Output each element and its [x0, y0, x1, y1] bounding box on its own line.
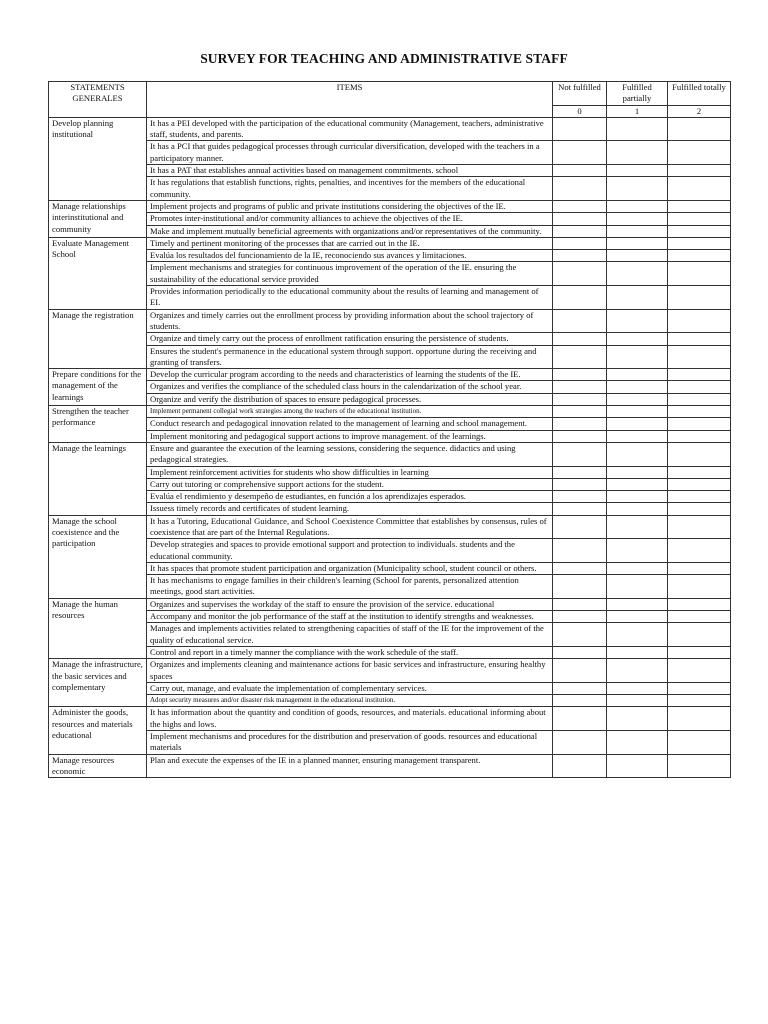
statement-cell: Manage the infrastructure, the basic services and complementary	[49, 659, 147, 707]
fulfilled-totally-cell[interactable]	[668, 575, 731, 599]
fulfilled-partially-cell[interactable]	[607, 237, 668, 249]
not-fulfilled-cell[interactable]	[553, 406, 607, 418]
fulfilled-partially-cell[interactable]	[607, 611, 668, 623]
item-cell: Accompany and monitor the job performance of the staff at the institution to identify strengths and weaknesses.	[147, 611, 553, 623]
not-fulfilled-cell[interactable]	[553, 623, 607, 647]
item-cell: Ensure and guarantee the execution of the learning sessions, considering the sequence. didactics and using pedagogical strategies.	[147, 442, 553, 466]
not-fulfilled-cell[interactable]	[553, 418, 607, 430]
fulfilled-totally-cell[interactable]	[668, 418, 731, 430]
fulfilled-totally-cell[interactable]	[668, 515, 731, 539]
table-row	[49, 393, 731, 405]
fulfilled-totally-cell[interactable]	[668, 393, 731, 405]
not-fulfilled-cell[interactable]	[553, 731, 607, 755]
table-row	[49, 369, 731, 381]
item-cell: Promotes inter-institutional and/or community alliances to achieve the objectives of the IE.	[147, 213, 553, 225]
not-fulfilled-cell[interactable]	[553, 707, 607, 731]
fulfilled-totally-cell[interactable]	[668, 177, 731, 201]
item-cell: Develop strategies and spaces to provide emotional support and protection to individuals. students and the educational community.	[147, 539, 553, 563]
item-cell: Organize and timely carry out the process of enrollment ratification ensuring the persistence of students.	[147, 333, 553, 345]
fulfilled-totally-cell[interactable]	[668, 117, 731, 141]
fulfilled-totally-cell[interactable]	[668, 682, 731, 694]
fulfilled-partially-cell[interactable]	[607, 393, 668, 405]
fulfilled-totally-cell[interactable]	[668, 333, 731, 345]
fulfilled-partially-cell[interactable]	[607, 286, 668, 310]
fulfilled-partially-cell[interactable]	[607, 598, 668, 610]
item-cell: Implement monitoring and pedagogical support actions to improve management. of the learnings.	[147, 430, 553, 442]
item-cell: Carry out, manage, and evaluate the implementation of complementary services.	[147, 682, 553, 694]
table-row	[49, 333, 731, 345]
item-cell: It has a PCI that guides pedagogical processes through curricular diversification, developed with the teachers in a participatory manner.	[147, 141, 553, 165]
table-row	[49, 491, 731, 503]
fulfilled-totally-cell[interactable]	[668, 611, 731, 623]
fulfilled-totally-cell[interactable]	[668, 478, 731, 490]
fulfilled-totally-cell[interactable]	[668, 598, 731, 610]
item-cell: Ensures the student's permanence in the educational system through support. opportune during the receiving and granting of transfers.	[147, 345, 553, 369]
not-fulfilled-cell[interactable]	[553, 442, 607, 466]
table-row	[49, 478, 731, 490]
item-cell: Organize and verify the distribution of spaces to ensure pedagogical processes.	[147, 393, 553, 405]
item-cell: Implement mechanisms and procedures for the distribution and preservation of goods. resources and educational materials	[147, 731, 553, 755]
fulfilled-totally-cell[interactable]	[668, 503, 731, 515]
statement-cell: Manage the learnings	[49, 442, 147, 515]
item-cell: Organizes and timely carries out the enrollment process by providing information about the school trajectory of students.	[147, 309, 553, 333]
fulfilled-partially-cell[interactable]	[607, 575, 668, 599]
fulfilled-partially-cell[interactable]	[607, 369, 668, 381]
not-fulfilled-cell[interactable]	[553, 200, 607, 212]
fulfilled-partially-cell[interactable]	[607, 250, 668, 262]
not-fulfilled-cell[interactable]	[553, 503, 607, 515]
item-cell: It has a Tutoring, Educational Guidance, and School Coexistence Committee that establishes by consensus, rules of coexistence that are part of the Internal Regulations.	[147, 515, 553, 539]
item-cell: Timely and pertinent monitoring of the processes that are carried out in the IE.	[147, 237, 553, 249]
item-cell: It has a PEI developed with the participation of the educational community (Management, teachers, administrative staff, students, and parents.	[147, 117, 553, 141]
fulfilled-partially-cell[interactable]	[607, 478, 668, 490]
item-cell: It has regulations that establish functions, rights, penalties, and incentives for the members of the educational community.	[147, 177, 553, 201]
table-body	[49, 117, 731, 777]
item-cell: Plan and execute the expenses of the IE in a planned manner, ensuring management transparent.	[147, 754, 553, 778]
fulfilled-totally-cell[interactable]	[668, 225, 731, 237]
not-fulfilled-cell[interactable]	[553, 478, 607, 490]
item-cell: It has spaces that promote student participation and organization (Municipality school, student council or others.	[147, 562, 553, 574]
table-row	[49, 237, 731, 249]
fulfilled-totally-cell[interactable]	[668, 466, 731, 478]
table-row	[49, 731, 731, 755]
not-fulfilled-cell[interactable]	[553, 539, 607, 563]
fulfilled-totally-header: Fulfilled totally	[668, 82, 731, 106]
item-cell: Adopt security measures and/or disaster risk management in the educational institution.	[147, 695, 553, 707]
table-row	[49, 707, 731, 731]
not-fulfilled-cell[interactable]	[553, 286, 607, 310]
fulfilled-partially-cell[interactable]	[607, 695, 668, 707]
statement-cell: Prepare conditions for the management of the learnings	[49, 369, 147, 406]
table-row	[49, 262, 731, 286]
fulfilled-totally-cell[interactable]	[668, 262, 731, 286]
table-row	[49, 539, 731, 563]
fulfilled-partially-cell[interactable]	[607, 754, 668, 778]
fulfilled-partially-cell[interactable]	[607, 539, 668, 563]
fulfilled-totally-cell[interactable]	[668, 646, 731, 658]
item-cell: Conduct research and pedagogical innovation related to the management of learning and school management.	[147, 418, 553, 430]
fulfilled-partially-cell[interactable]	[607, 345, 668, 369]
not-fulfilled-cell[interactable]	[553, 575, 607, 599]
not-fulfilled-cell[interactable]	[553, 466, 607, 478]
score-0-header: 0	[553, 105, 607, 117]
fulfilled-partially-cell[interactable]	[607, 731, 668, 755]
statement-cell: Manage the human resources	[49, 598, 147, 658]
fulfilled-totally-cell[interactable]	[668, 200, 731, 212]
fulfilled-partially-cell[interactable]	[607, 659, 668, 683]
item-cell: It has information about the quantity and condition of goods, resources, and materials. educational informing about the highs and lows.	[147, 707, 553, 731]
table-row	[49, 430, 731, 442]
table-row	[49, 117, 731, 141]
fulfilled-totally-cell[interactable]	[668, 562, 731, 574]
item-cell: Organizes and verifies the compliance of the scheduled class hours in the calendarization of the school year.	[147, 381, 553, 393]
not-fulfilled-cell[interactable]	[553, 262, 607, 286]
not-fulfilled-cell[interactable]	[553, 309, 607, 333]
statement-cell: Manage resources economic	[49, 754, 147, 778]
fulfilled-partially-cell[interactable]	[607, 418, 668, 430]
fulfilled-totally-cell[interactable]	[668, 695, 731, 707]
not-fulfilled-cell[interactable]	[553, 345, 607, 369]
fulfilled-totally-cell[interactable]	[668, 141, 731, 165]
score-1-header: 1	[607, 105, 668, 117]
fulfilled-partially-cell[interactable]	[607, 515, 668, 539]
fulfilled-partially-cell[interactable]	[607, 442, 668, 466]
not-fulfilled-cell[interactable]	[553, 165, 607, 177]
statement-cell: Strengthen the teacher performance	[49, 406, 147, 443]
fulfilled-totally-cell[interactable]	[668, 731, 731, 755]
table-row	[49, 575, 731, 599]
page-title: SURVEY FOR TEACHING AND ADMINISTRATIVE STAFF	[200, 51, 568, 66]
table-row	[49, 515, 731, 539]
fulfilled-totally-cell[interactable]	[668, 345, 731, 369]
fulfilled-totally-cell[interactable]	[668, 381, 731, 393]
not-fulfilled-cell[interactable]	[553, 117, 607, 141]
not-fulfilled-cell[interactable]	[553, 598, 607, 610]
survey-table	[48, 81, 731, 778]
not-fulfilled-header: Not fulfilled	[553, 82, 607, 106]
not-fulfilled-cell[interactable]	[553, 754, 607, 778]
not-fulfilled-cell[interactable]	[553, 369, 607, 381]
not-fulfilled-cell[interactable]	[553, 430, 607, 442]
fulfilled-partially-cell[interactable]	[607, 646, 668, 658]
not-fulfilled-cell[interactable]	[553, 515, 607, 539]
statement-cell: Manage relationships interinstitutional and community	[49, 200, 147, 237]
table-row	[49, 611, 731, 623]
not-fulfilled-cell[interactable]	[553, 250, 607, 262]
score-2-header: 2	[668, 105, 731, 117]
fulfilled-partially-cell[interactable]	[607, 562, 668, 574]
statement-cell: Administer the goods, resources and materials educational	[49, 707, 147, 754]
not-fulfilled-cell[interactable]	[553, 225, 607, 237]
fulfilled-totally-cell[interactable]	[668, 442, 731, 466]
fulfilled-partially-cell[interactable]	[607, 165, 668, 177]
table-row	[49, 442, 731, 466]
fulfilled-totally-cell[interactable]	[668, 406, 731, 418]
statement-cell: Develop planning institutional	[49, 117, 147, 200]
table-row	[49, 466, 731, 478]
fulfilled-totally-cell[interactable]	[668, 165, 731, 177]
fulfilled-partially-cell[interactable]	[607, 466, 668, 478]
table-row	[49, 659, 731, 683]
fulfilled-totally-cell[interactable]	[668, 539, 731, 563]
fulfilled-partially-cell[interactable]	[607, 225, 668, 237]
table-row	[49, 250, 731, 262]
table-row	[49, 200, 731, 212]
fulfilled-totally-cell[interactable]	[668, 250, 731, 262]
table-row	[49, 345, 731, 369]
not-fulfilled-cell[interactable]	[553, 646, 607, 658]
table-row	[49, 165, 731, 177]
table-row	[49, 754, 731, 778]
not-fulfilled-cell[interactable]	[553, 491, 607, 503]
item-cell: Evalúa los resultados del funcionamiento de la IE, reconociendo sus avances y limitaciones.	[147, 250, 553, 262]
fulfilled-partially-cell[interactable]	[607, 177, 668, 201]
fulfilled-partially-cell[interactable]	[607, 200, 668, 212]
fulfilled-partially-cell[interactable]	[607, 623, 668, 647]
fulfilled-totally-cell[interactable]	[668, 754, 731, 778]
fulfilled-partially-cell[interactable]	[607, 213, 668, 225]
not-fulfilled-cell[interactable]	[553, 237, 607, 249]
table-row	[49, 141, 731, 165]
fulfilled-totally-cell[interactable]	[668, 286, 731, 310]
item-cell: Organizes and implements cleaning and maintenance actions for basic services and infrastructure, ensuring healthy spaces	[147, 659, 553, 683]
table-row	[49, 695, 731, 707]
fulfilled-totally-cell[interactable]	[668, 707, 731, 731]
statement-cell: Evaluate Management School	[49, 237, 147, 309]
item-cell: Provides information periodically to the educational community about the results of learning and management of EI.	[147, 286, 553, 310]
fulfilled-totally-cell[interactable]	[668, 369, 731, 381]
table-row	[49, 418, 731, 430]
table-row	[49, 177, 731, 201]
not-fulfilled-cell[interactable]	[553, 611, 607, 623]
not-fulfilled-cell[interactable]	[553, 141, 607, 165]
not-fulfilled-cell[interactable]	[553, 682, 607, 694]
item-cell: Organizes and supervises the workday of the staff to ensure the provision of the service. educational	[147, 598, 553, 610]
fulfilled-totally-cell[interactable]	[668, 237, 731, 249]
item-cell: It has mechanisms to engage families in their children's learning (School for parents, personalized attention meetings, good start activities.	[147, 575, 553, 599]
table-row	[49, 646, 731, 658]
table-row	[49, 286, 731, 310]
table-row	[49, 598, 731, 610]
item-cell: Implement mechanisms and strategies for continuous improvement of the operation of the IE. ensuring the sustainability of the educational service provided	[147, 262, 553, 286]
item-cell: Implement projects and programs of public and private institutions considering the objectives of the IE.	[147, 200, 553, 212]
fulfilled-partially-cell[interactable]	[607, 682, 668, 694]
not-fulfilled-cell[interactable]	[553, 393, 607, 405]
fulfilled-partially-cell[interactable]	[607, 141, 668, 165]
fulfilled-partially-cell[interactable]	[607, 333, 668, 345]
fulfilled-totally-cell[interactable]	[668, 659, 731, 683]
fulfilled-partially-cell[interactable]	[607, 262, 668, 286]
fulfilled-partially-cell[interactable]	[607, 406, 668, 418]
item-cell: Make and implement mutually beneficial agreements with organizations and/or representatives of the community.	[147, 225, 553, 237]
fulfilled-totally-cell[interactable]	[668, 430, 731, 442]
items-header: ITEMS	[147, 82, 553, 118]
item-cell: Issuess timely records and certificates of student learning.	[147, 503, 553, 515]
fulfilled-partially-cell[interactable]	[607, 430, 668, 442]
item-cell: Manages and implements activities related to strengthening capacities of staff of the IE for the improvement of the quality of educational service.	[147, 623, 553, 647]
table-header	[49, 82, 731, 118]
table-row	[49, 562, 731, 574]
item-cell: Develop the curricular program according to the needs and characteristics of learning the students of the IE.	[147, 369, 553, 381]
fulfilled-partially-cell[interactable]	[607, 707, 668, 731]
not-fulfilled-cell[interactable]	[553, 213, 607, 225]
fulfilled-totally-cell[interactable]	[668, 213, 731, 225]
fulfilled-partially-cell[interactable]	[607, 503, 668, 515]
not-fulfilled-cell[interactable]	[553, 695, 607, 707]
fulfilled-partially-cell[interactable]	[607, 309, 668, 333]
table-row	[49, 406, 731, 418]
table-row	[49, 213, 731, 225]
table-row	[49, 623, 731, 647]
not-fulfilled-cell[interactable]	[553, 333, 607, 345]
statements-header: STATEMENTS GENERALES	[49, 82, 147, 118]
fulfilled-totally-cell[interactable]	[668, 623, 731, 647]
item-cell: It has a PAT that establishes annual activities based on management commitments. school	[147, 165, 553, 177]
fulfilled-partially-cell[interactable]	[607, 491, 668, 503]
not-fulfilled-cell[interactable]	[553, 659, 607, 683]
item-cell: Control and report in a timely manner the compliance with the work schedule of the staff.	[147, 646, 553, 658]
not-fulfilled-cell[interactable]	[553, 177, 607, 201]
fulfilled-partially-cell[interactable]	[607, 117, 668, 141]
table-row	[49, 503, 731, 515]
statement-cell: Manage the school coexistence and the participation	[49, 515, 147, 598]
table-row	[49, 381, 731, 393]
item-cell: Carry out tutoring or comprehensive support actions for the student.	[147, 478, 553, 490]
not-fulfilled-cell[interactable]	[553, 381, 607, 393]
item-cell: Implement reinforcement activities for students who show difficulties in learning	[147, 466, 553, 478]
table-row	[49, 225, 731, 237]
fulfilled-totally-cell[interactable]	[668, 491, 731, 503]
item-cell: Evalúa el rendimiento y desempeño de estudiantes, en función a los aprendizajes esperados.	[147, 491, 553, 503]
item-cell: Implement permanent collegial work strategies among the teachers of the educational institution.	[147, 406, 553, 418]
fulfilled-partially-cell[interactable]	[607, 381, 668, 393]
fulfilled-partially-header: Fulfilled partially	[607, 82, 668, 106]
table-row	[49, 682, 731, 694]
table-row	[49, 309, 731, 333]
statement-cell: Manage the registration	[49, 309, 147, 368]
fulfilled-totally-cell[interactable]	[668, 309, 731, 333]
not-fulfilled-cell[interactable]	[553, 562, 607, 574]
